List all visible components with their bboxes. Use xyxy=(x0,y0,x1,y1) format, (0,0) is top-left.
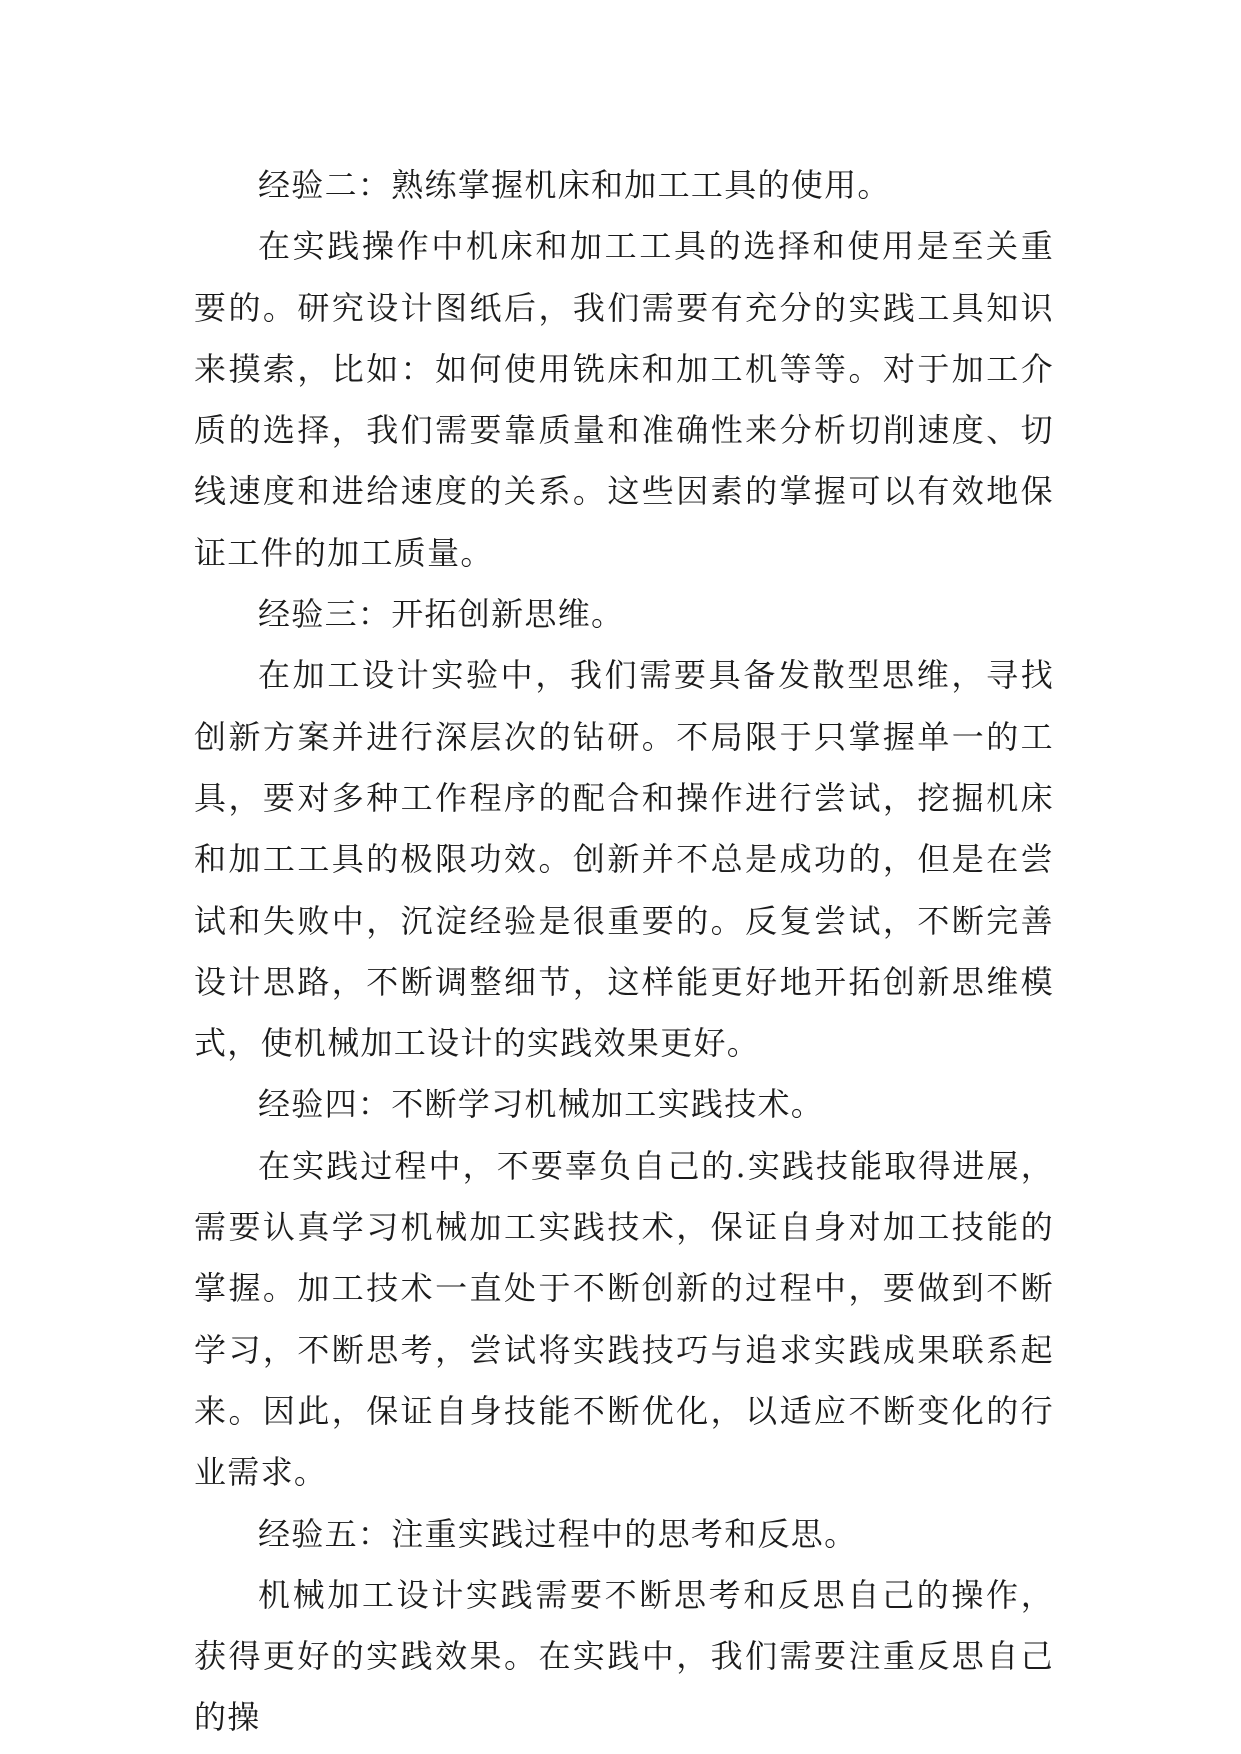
paragraph-tools-usage: 在实践操作中机床和加工工具的选择和使用是至关重要的。研究设计图纸后，我们需要有充分的实践工具知识来摸索，比如：如何使用铣床和加工机等等。对于加工介质的选择，我们需要靠质量和准确性来分析切削速度、切线速度和进给速度的关系。这些因素的掌握可以有效地保证工件的加工质量。 xyxy=(194,227,1054,572)
heading-experience-five: 经验五：注重实践过程中的思考和反思。 xyxy=(258,1514,858,1553)
paragraph-innovation: 在加工设计实验中，我们需要具备发散型思维，寻找创新方案并进行深层次的钻研。不局限于只掌握单一的工具，要对多种工作程序的配合和操作进行尝试，挖掘机床和加工工具的极限功效。创新并不总是成功的，但是在尝试和失败中，沉淀经验是很重要的。反复尝试，不断完善设计思路，不断调整细节，这样能更好地开拓创新思维模式，使机械加工设计的实践效果更好。 xyxy=(194,656,1054,1063)
heading-experience-two: 经验二：熟练掌握机床和加工工具的使用。 xyxy=(258,166,891,204)
heading-experience-four: 经验四：不断学习机械加工实践技术。 xyxy=(258,1085,825,1124)
paragraph-reflection: 机械加工设计实践需要不断思考和反思自己的操作，获得更好的实践效果。在实践中，我们需要注重反思自己的操 xyxy=(194,1575,1054,1737)
body-text xyxy=(194,155,1054,1749)
heading-experience-three: 经验三：开拓创新思维。 xyxy=(258,595,625,634)
paragraph-continuous-learning: 在实践过程中，不要辜负自己的.实践技能取得进展，需要认真学习机械加工实践技术，保证自身对加工技能的掌握。加工技术一直处于不断创新的过程中，要做到不断学习，不断思考，尝试将实践技巧与追求实践成果联系起来。因此，保证自身技能不断优化，以适应不断变化的行业需求。 xyxy=(194,1146,1054,1492)
